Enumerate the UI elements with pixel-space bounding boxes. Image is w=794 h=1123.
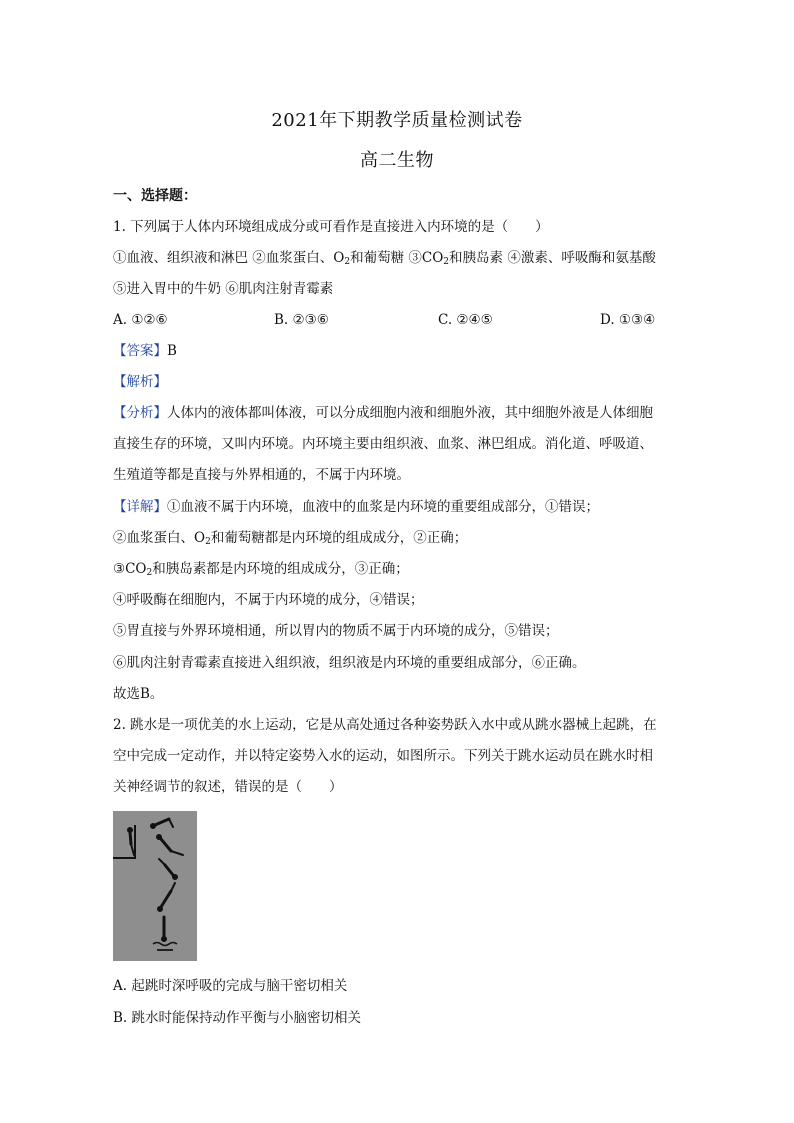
- section-heading: 一、选择题：: [113, 188, 197, 204]
- detail-3sub: 2: [146, 568, 153, 578]
- q2-option-a: A. 起跳时深呼吸的完成与脑干密切相关: [113, 978, 348, 994]
- q1-items-text-c: 和胰岛素 ④激素、呼吸酶和氨基酸: [449, 250, 656, 266]
- fenxi-text-1: 人体内的液体都叫体液，可以分成细胞内液和细胞外液，其中细胞外液是人体细胞: [167, 405, 653, 421]
- q2-stem-line2: 空中完成一定动作，并以特定姿势入水的运动，如图所示。下列关于跳水运动员在跳水时相: [113, 748, 653, 764]
- platform-top: [113, 857, 136, 859]
- q1-option-a: A. ①②⑥: [113, 312, 168, 328]
- q1-items-text-a: ①血液、组织液和淋巴 ②血浆蛋白、O: [113, 250, 345, 266]
- answer-value: B: [167, 343, 177, 359]
- q1-detail-line5: ⑤胃直接与外界环境相通，所以胃内的物质不属于内环境的成分，⑤错误；: [113, 623, 559, 639]
- q1-detail-line3: [113, 559, 409, 583]
- q1-conclusion: 故选B。: [113, 686, 164, 702]
- q1-items-sub2: 2: [443, 257, 450, 267]
- answer-tag: 【答案】: [113, 343, 167, 359]
- q1-option-c: C. ②④⑤: [438, 312, 493, 328]
- q1-detail-line2: [113, 528, 467, 552]
- q1-answer: [113, 341, 177, 361]
- q1-fenxi-line1: [113, 403, 653, 423]
- q1-fenxi-line3: 生殖道等都是直接与外界相通的，不属于内环境。: [113, 467, 410, 483]
- detail-2sub: 2: [205, 537, 211, 547]
- water-spray: [157, 949, 173, 951]
- q1-option-b: B. ②③⑥: [274, 312, 329, 328]
- q1-items-line2: ⑤进入胃中的牛奶 ⑥肌肉注射青霉素: [113, 281, 334, 297]
- detail-tag: 【详解】: [113, 499, 167, 515]
- detail-text-1: ①血液不属于内环境，血液中的血浆是内环境的重要组成部分，①错误；: [167, 499, 599, 515]
- diver-sequence-icon: [113, 811, 197, 961]
- q1-options: [113, 310, 673, 330]
- q1-option-d: D. ①③④: [600, 312, 656, 328]
- q2-stem-line1: 2. 跳水是一项优美的水上运动，它是从高处通过各种姿势跃入水中或从跳水器械上起跳，在: [113, 717, 657, 733]
- q1-items-sub1: 2: [344, 257, 351, 267]
- fenxi-tag: 【分析】: [113, 405, 167, 421]
- diving-figure: [113, 811, 197, 961]
- q1-stem: 1. 下列属于人体内环境组成成分或可看作是直接进入内环境的是（ ）: [113, 219, 549, 235]
- analysis-tag: 【解析】: [113, 374, 167, 390]
- exam-title: 2021年下期教学质量检测试卷: [271, 110, 523, 131]
- detail-2b: 和葡萄糖都是内环境的组成成分，②正确；: [210, 530, 468, 546]
- q2-option-b: B. 跳水时能保持动作平衡与小脑密切相关: [113, 1010, 362, 1026]
- q1-items-text-b: 和葡萄糖 ③CO: [350, 250, 444, 266]
- q2-stem-line3: 关神经调节的叙述，错误的是（ ）: [113, 779, 343, 795]
- detail-3a: ③CO: [113, 561, 147, 577]
- q1-detail-line6: ⑥肌肉注射青霉素直接进入组织液，组织液是内环境的重要组成部分，⑥正确。: [113, 655, 586, 671]
- q1-fenxi-line2: 直接生存的环境，又叫内环境。内环境主要由组织液、血浆、淋巴组成。消化道、呼吸道、: [113, 436, 653, 452]
- detail-2a: ②血浆蛋白、O: [113, 530, 206, 546]
- water-ripple: [153, 943, 177, 946]
- detail-3b: 和胰岛素都是内环境的组成成分，③正确；: [152, 561, 409, 577]
- q1-items-line1: [113, 248, 656, 272]
- q1-detail-line4: ④呼吸酶在细胞内，不属于内环境的成分，④错误；: [113, 592, 424, 608]
- subject-title: 高二生物: [360, 150, 434, 171]
- q1-detail-line1: [113, 497, 599, 517]
- q1-analysis: [113, 372, 167, 392]
